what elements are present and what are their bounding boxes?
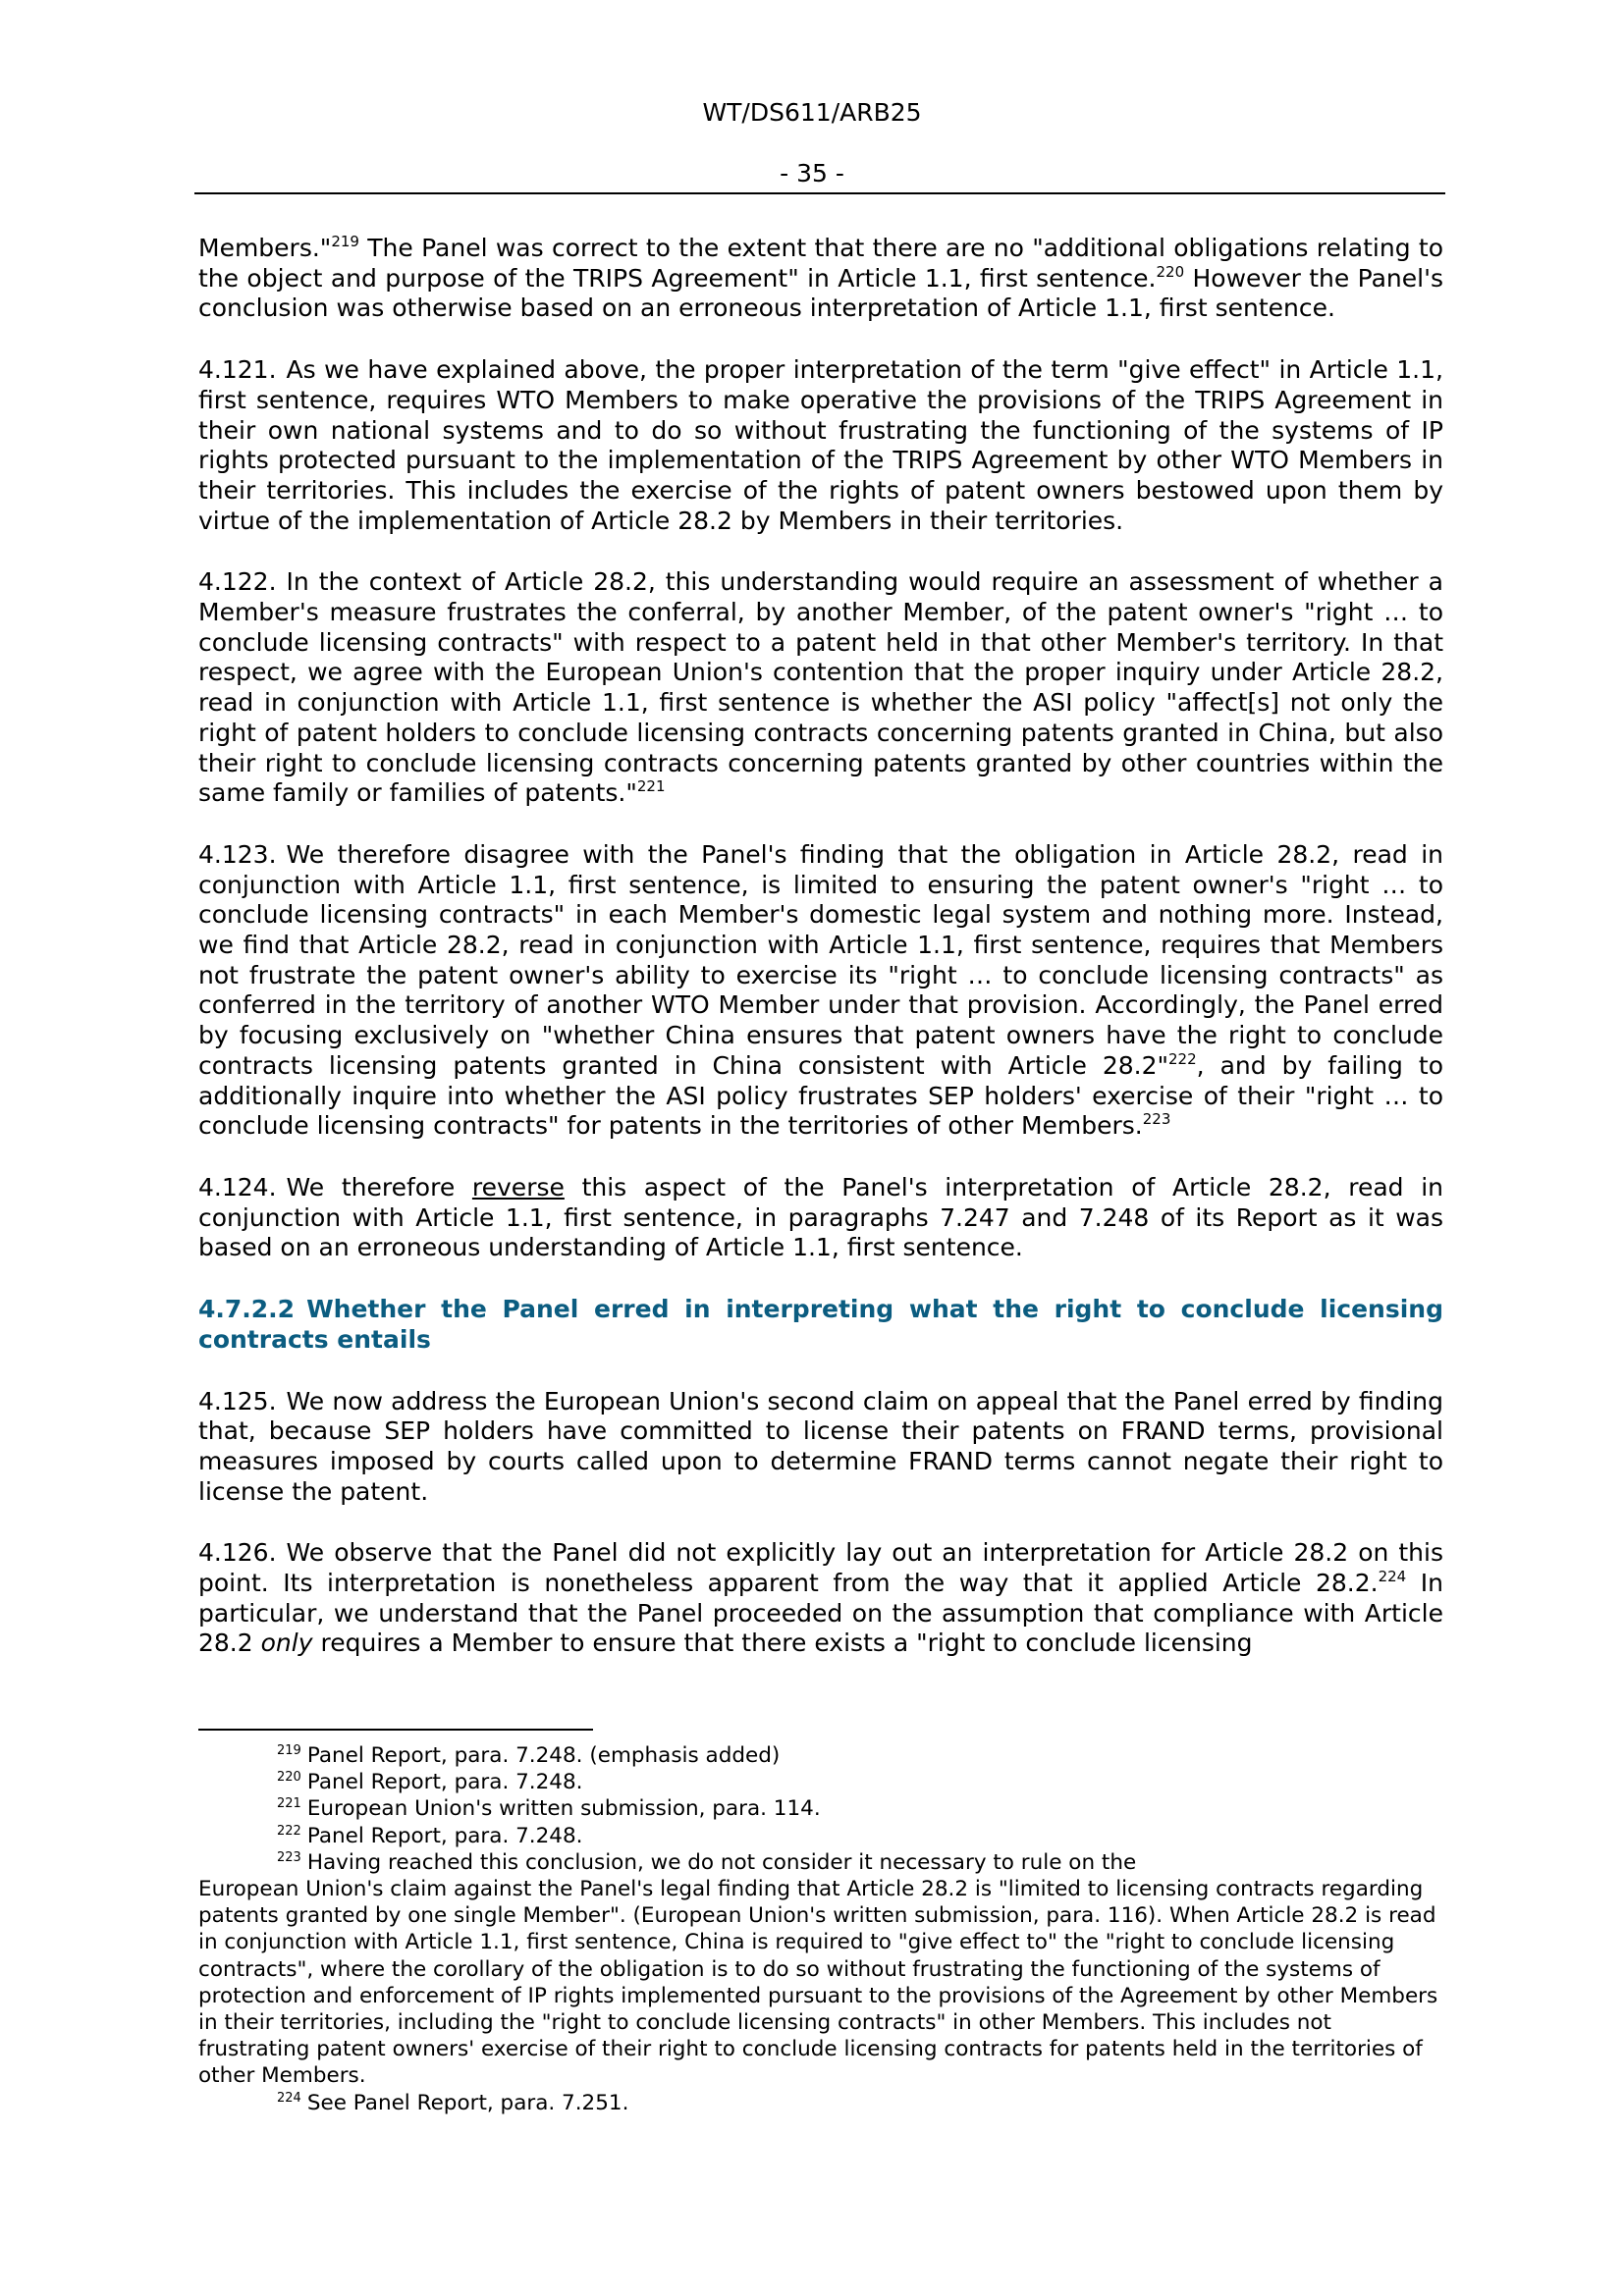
- header-divider: [194, 192, 1445, 194]
- paragraph-4-125: 4.125. We now address the European Union's second claim on appeal that the Panel erred by finding that, because SEP holders have committed to license their patents on FRAND terms, provisional measures imposed by courts called upon to determine FRAND terms cannot negate their right to license the patent.: [198, 1386, 1443, 1506]
- paragraph-4-126: 4.126. We observe that the Panel did not explicitly lay out an interpretation for Article 28.2 on this point. Its interpretation is nonetheless apparent from the way that it applied Article 28.2.$^{224}$ In particular, we understand that the Panel proceeded on the assumption that compliance with Article 28.2 only requires a Member to ensure that there exists a "right to conclude licensing: [198, 1538, 1443, 1658]
- footnote-224: $^{224}$ See Panel Report, para. 7.251.: [277, 2090, 629, 2115]
- paragraph-number: 4.122.: [198, 567, 277, 597]
- footnote-223: $^{223}$ Having reached this conclusion, we do not consider it necessary to rule on the: [277, 1849, 1137, 1875]
- paragraph-number: 4.124.: [198, 1172, 277, 1201]
- footnote-divider: [198, 1729, 593, 1731]
- footnotes: [198, 1742, 1443, 2116]
- paragraph-4-122: 4.122. In the context of Article 28.2, this understanding would require an assessment of whether a Member's measure frustrates the conferral, by another Member, of the patent owner's "right … to conclude licensing contracts" with respect to a patent held in that other Member's territory. In that respect, we agree with the European Union's contention that the proper inquiry under Article 28.2, read in conjunction with Article 1.1, first sentence is whether the ASI policy "affect[s] not only the right of patent holders to conclude licensing contracts concerning patents granted in China, but also their right to conclude licensing contracts concerning patents granted by other countries within the same family or families of patents."$^{221}$: [198, 567, 1443, 808]
- main-body: [198, 234, 1443, 1690]
- paragraph-number: 4.121.: [198, 355, 277, 385]
- footnote-223-continued: European Union's claim against the Panel's legal finding that Article 28.2 is "limited to licensing contracts regarding patents granted by one single Member". (European Union's written submission, para. 116). When Article 28.2 is read in conjunction with Article 1.1, first sentence, China is required to "give effect to" the "right to conclude licensing contracts", where the corollary of the obligation is to do so without frustrating the functioning of the systems of protection and enforcement of IP rights implemented pursuant to the provisions of the Agreement by other Members in their territories, including the "right to conclude licensing contracts" in other Members. This includes not frustrating patent owners' exercise of their right to conclude licensing contracts for patents held in the territories of other Members.: [198, 1877, 1438, 2089]
- page-number: - 35 -: [780, 159, 844, 187]
- footnote-ref-224[interactable]: 224: [1378, 1568, 1407, 1586]
- paragraph-4-124: 4.124. We therefore reverse this aspect of the Panel's interpretation of Article 28.2, read in conjunction with Article 1.1, first sentence, in paragraphs 7.247 and 7.248 of its Report as it was based on an erroneous understanding of Article 1.1, first sentence.: [198, 1172, 1443, 1262]
- section-number: 4.7.2.2: [198, 1295, 296, 1324]
- document-symbol: WT/DS611/ARB25: [702, 98, 922, 127]
- paragraph-number: 4.126.: [198, 1538, 277, 1568]
- paragraph-4-123: 4.123. We therefore disagree with the Panel's finding that the obligation in Article 28.2, read in conjunction with Article 1.1, first sentence, is limited to ensuring the patent owner's "right … to conclude licensing contracts" in each Member's domestic legal system and nothing more. Instead, we find that Article 28.2, read in conjunction with Article 1.1, first sentence, requires that Members not frustrate the patent owner's ability to exercise its "right … to conclude licensing contracts" as conferred in the territory of another WTO Member under that provision. Accordingly, the Panel erred by focusing exclusively on "whether China ensures that patent owners have the right to conclude contracts licensing patents granted in China consistent with Article 28.2"$^{222}$, and by failing to additionally inquire into whether the ASI policy frustrates SEP holders' exercise of their "right … to conclude licensing contracts" for patents in the territories of other Members.$^{223}$: [198, 839, 1443, 1141]
- footnote-222: $^{222}$ Panel Report, para. 7.248.: [277, 1823, 583, 1848]
- footnote-ref-222[interactable]: 222: [1168, 1049, 1197, 1068]
- paragraph-4-121: 4.121. As we have explained above, the proper interpretation of the term "give effect" in Article 1.1, first sentence, requires WTO Members to make operative the provisions of the TRIPS Agreement in their own national systems and to do so without frustrating the functioning of the systems of IP rights protected pursuant to the implementation of the TRIPS Agreement by other WTO Members in their territories. This includes the exercise of the rights of patent owners bestowed upon them by virtue of the implementation of Article 28.2 by Members in their territories.: [198, 355, 1443, 535]
- footnote-221: $^{221}$ European Union's written submission, para. 114.: [277, 1796, 821, 1822]
- footnote-219: $^{219}$ Panel Report, para. 7.248. (emphasis added): [277, 1743, 781, 1768]
- paragraph-number: 4.125.: [198, 1386, 277, 1415]
- paragraph-number: 4.123.: [198, 839, 277, 869]
- emphasis-only: only: [260, 1629, 313, 1658]
- underlined-term: reverse: [471, 1172, 565, 1201]
- footnote-ref-221[interactable]: 221: [636, 777, 666, 796]
- footnote-ref-220[interactable]: 220: [1156, 262, 1185, 281]
- footnote-220: $^{220}$ Panel Report, para. 7.248.: [277, 1770, 583, 1795]
- footnote-ref-223[interactable]: 223: [1142, 1110, 1171, 1129]
- section-heading: 4.7.2.2 Whether the Panel erred in interpreting what the right to conclude licensing contracts entails: [198, 1295, 1443, 1354]
- paragraph-continuation: Members."$^{219}$ The Panel was correct to the extent that there are no "additional obligations relating to the object and purpose of the TRIPS Agreement" in Article 1.1, first sentence.$^{220}$ However the Panel's conclusion was otherwise based on an erroneous interpretation of Article 1.1, first sentence.: [198, 233, 1443, 323]
- footnote-ref-219[interactable]: 219: [331, 233, 359, 250]
